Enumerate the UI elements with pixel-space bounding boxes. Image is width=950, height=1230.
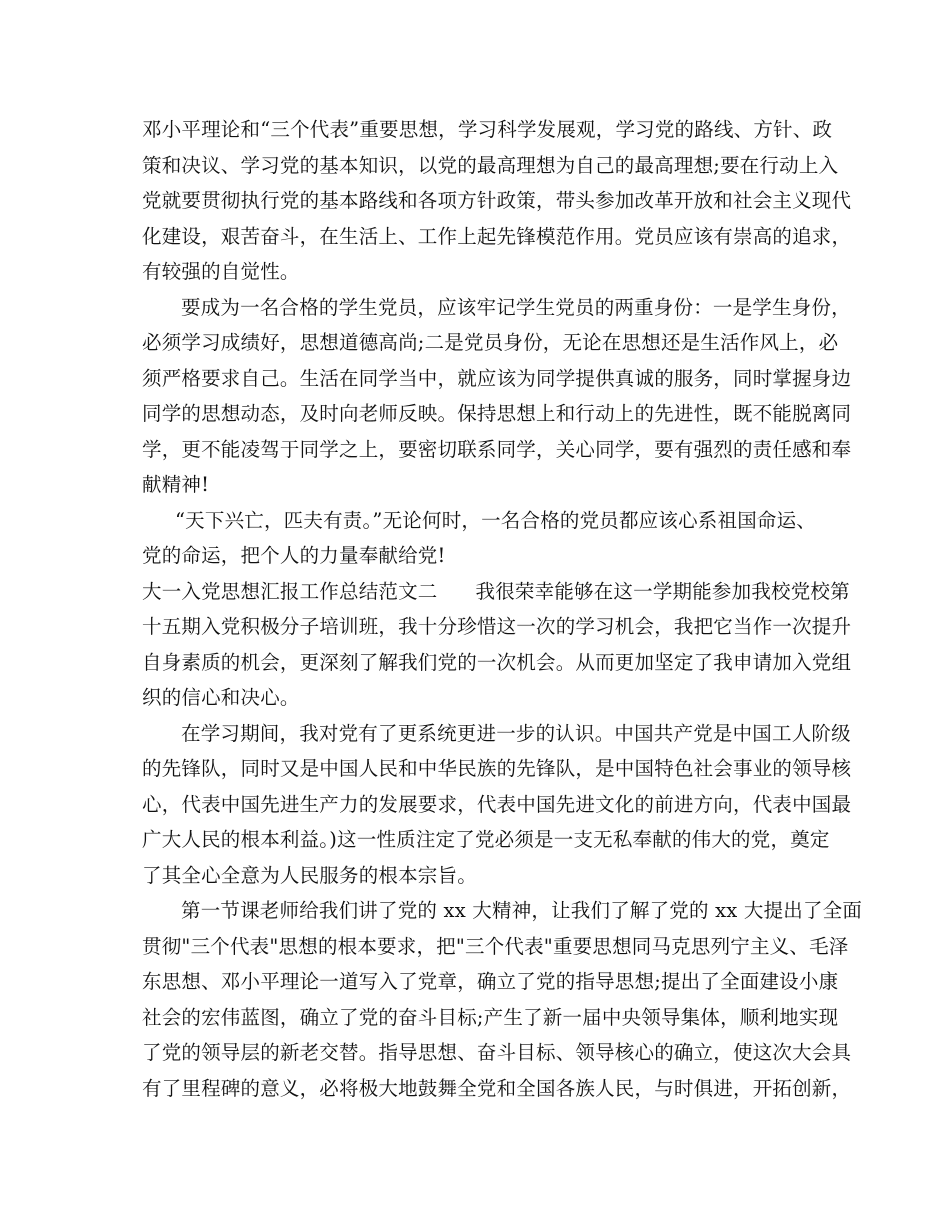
text-line: 邓小平理论和“三个代表”重要思想，学习科学发展观，学习党的路线、方针、政 <box>142 118 833 141</box>
document-body <box>142 112 863 1106</box>
text-line: 在学习期间，我对党有了更系统更进一步的认识。中国共产党是中国工人阶级 <box>181 721 851 745</box>
text-line: 了党的领导层的新老交替。指导思想、奋斗目标、领导核心的确立，使这次大会具 <box>142 1041 852 1064</box>
text-line: 党的命运，把个人的力量奉献给党! <box>142 544 446 567</box>
text-line: 同学的思想动态，及时向老师反映。保持思想上和行动上的先进性，既不能脱离同 <box>142 402 852 425</box>
paragraph <box>142 503 814 574</box>
text-line: 贯彻"三个代表"思想的根本要求，把"三个代表"重要思想同马克思列宁主义、毛泽 <box>142 934 849 958</box>
section-heading-line <box>142 574 850 610</box>
text-line: 有较强的自觉性。 <box>142 260 300 283</box>
text-line: 我很荣幸能够在这一学期能参加我校党校第 <box>475 579 850 603</box>
paragraph <box>142 290 852 503</box>
text-line: 第一节课老师给我们讲了党的 xx 大精神，让我们了解了党的 xx 大提出了全面 <box>181 899 863 922</box>
text-line: 的先锋队，同时又是中国人民和中华民族的先锋队，是中国特色社会事业的领导核 <box>142 757 852 780</box>
text-line: “天下兴亡，匹夫有责。”无论何时，一名合格的党员都应该心系祖国命运、 <box>175 508 816 532</box>
text-line: 党就要贯彻执行党的基本路线和各项方针政策，带头参加改革开放和社会主义现代 <box>142 189 852 212</box>
text-line: 学，更不能凌驾于同学之上，要密切联系同学，关心同学，要有强烈的责任感和奉 <box>142 437 852 461</box>
text-line: 献精神! <box>142 473 210 496</box>
text-line: 须严格要求自己。生活在同学当中，就应该为同学提供真诚的服务，同时掌握身边 <box>142 366 852 390</box>
text-line: 社会的宏伟蓝图，确立了党的奋斗目标;产生了新一届中央领导集体，顺利地实现 <box>142 1005 839 1029</box>
text-line: 自身素质的机会，更深刻了解我们党的一次机会。从而更加坚定了我申请加入党组 <box>142 650 852 674</box>
text-line: 东思想、邓小平理论一道写入了党章，确立了党的指导思想;提出了全面建设小康 <box>142 970 839 993</box>
text-line: 必须学习成绩好，思想道德高尚;二是党员身份，无论在思想还是生活作风上，必 <box>142 331 839 354</box>
text-line: 织的信心和决心。 <box>142 686 300 709</box>
text-line: 了其全心全意为人民服务的根本宗旨。 <box>142 863 477 887</box>
text-line: 心，代表中国先进生产力的发展要求，代表中国先进文化的前进方向，代表中国最 <box>142 792 852 816</box>
section-title: 大一入党思想汇报工作总结范文二 <box>142 579 438 603</box>
text-line: 化建设，艰苦奋斗，在生活上、工作上起先锋模范作用。党员应该有崇高的追求， <box>142 224 852 248</box>
paragraph <box>142 574 852 716</box>
text-line: 有了里程碑的意义，必将极大地鼓舞全党和全国各族人民，与时俱进，开拓创新， <box>142 1076 852 1100</box>
paragraph <box>142 112 852 290</box>
text-line: 要成为一名合格的学生党员，应该牢记学生党员的两重身份：一是学生身份， <box>181 295 851 319</box>
text-line: 广大人民的根本利益。)这一性质注定了党必须是一支无私奉献的伟大的党，奠定 <box>142 828 830 851</box>
text-line: 策和决议、学习党的基本知识，以党的最高理想为自己的最高理想;要在行动上入 <box>142 153 839 177</box>
paragraph <box>142 716 852 894</box>
paragraph <box>142 893 863 1106</box>
text-line: 十五期入党积极分子培训班，我十分珍惜这一次的学习机会，我把它当作一次提升 <box>142 615 852 638</box>
